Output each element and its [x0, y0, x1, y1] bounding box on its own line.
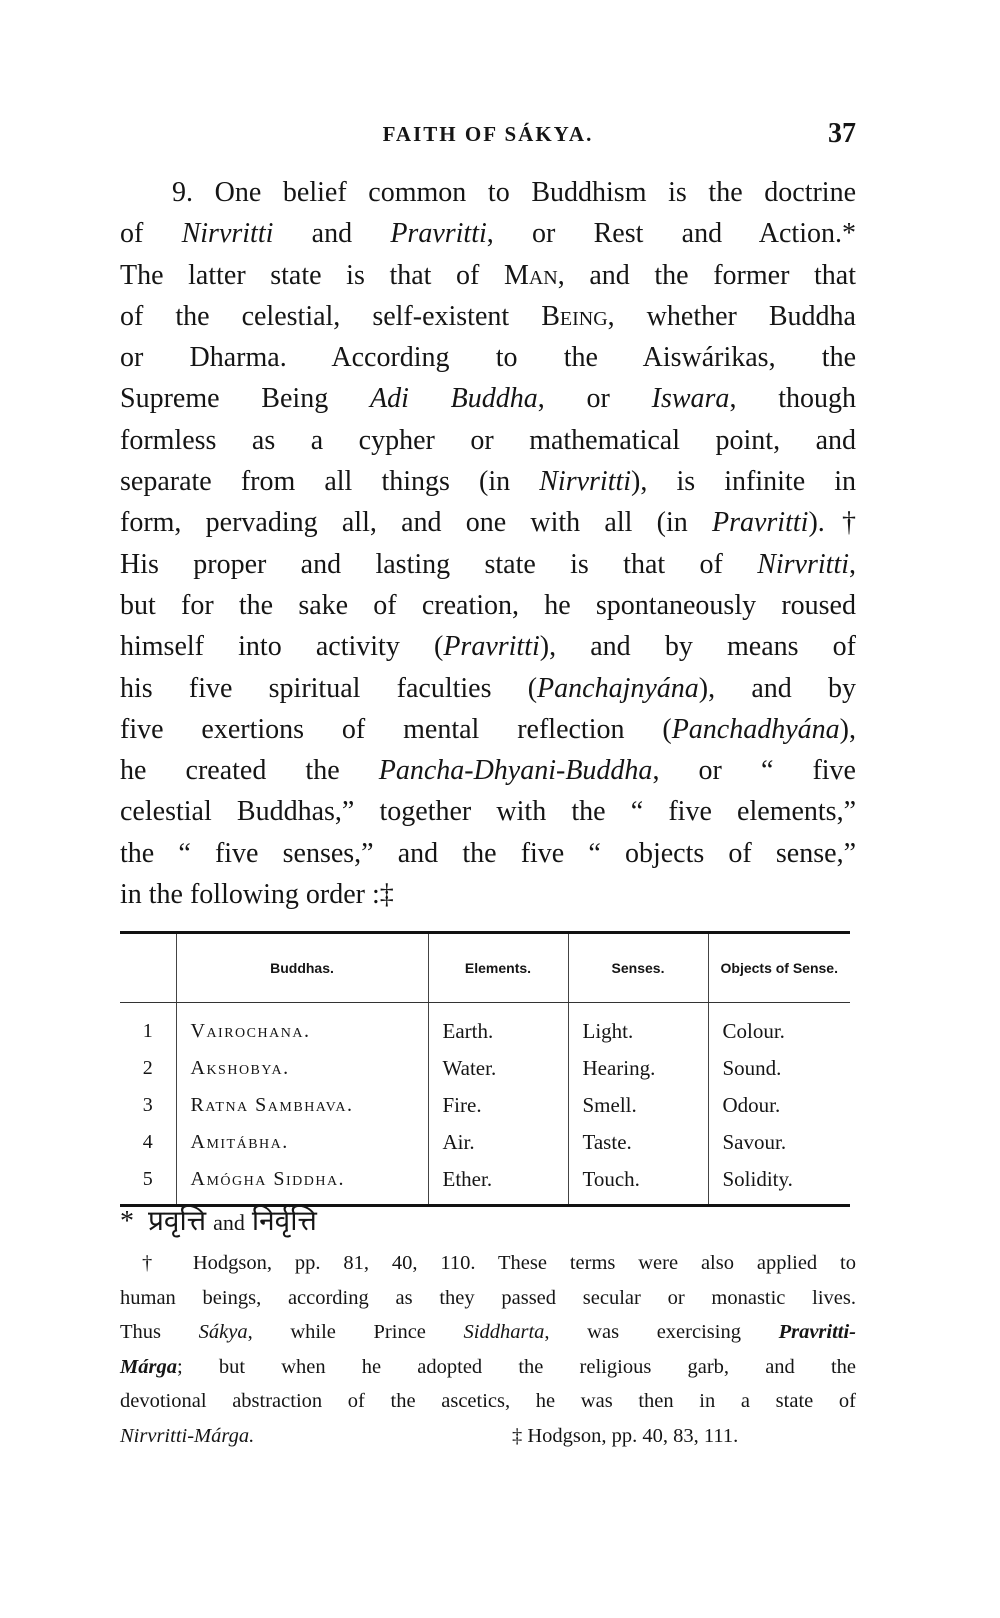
text-run: form, pervading all, and one with all (in — [120, 507, 712, 539]
footnote-line — [120, 1281, 856, 1316]
text-run: , and the former that — [557, 259, 856, 291]
header-elements: Elements. — [428, 933, 568, 1003]
header-senses: Senses. — [568, 933, 708, 1003]
text-line — [120, 213, 856, 254]
element-cell: Earth. — [428, 1003, 568, 1051]
text-line — [120, 709, 856, 750]
bold-italic-term: Márga — [120, 1355, 177, 1378]
text-run: devotional abstraction of the ascetics, he was then in a state of — [120, 1390, 856, 1413]
row-number: 3 — [142, 1094, 153, 1116]
footnote-last-line — [120, 1419, 856, 1454]
text-run: ), — [839, 713, 856, 745]
text-line — [120, 750, 856, 791]
text-line — [120, 668, 856, 709]
italic-term: Pancha-Dhyani-Buddha — [378, 755, 653, 787]
small-caps-term: Being — [541, 300, 608, 332]
text-line — [120, 626, 856, 667]
row-number: 4 — [142, 1131, 153, 1153]
text-run: Thus — [120, 1321, 199, 1344]
footnote-dagger — [120, 1246, 856, 1419]
element-cell: Water. — [428, 1050, 568, 1087]
text-run: , though — [729, 383, 856, 415]
text-line — [120, 502, 856, 543]
object-cell: Odour. — [708, 1087, 850, 1124]
text-run: ), and by — [698, 672, 856, 704]
text-run: His proper and lasting state is that of — [120, 548, 758, 580]
object-cell: Savour. — [708, 1124, 850, 1161]
italic-term: Panchadhyána — [671, 713, 840, 745]
main-paragraph — [120, 172, 856, 915]
text-run: formless as a cypher or mathematical point, and — [120, 424, 856, 456]
correspondence-table — [120, 931, 850, 1207]
text-run: ), and by means of — [539, 631, 856, 663]
footnote-and: and — [213, 1210, 245, 1235]
text-run: himself into activity ( — [120, 631, 444, 663]
text-run: ).† — [808, 507, 856, 539]
italic-term: Iswara — [651, 383, 730, 415]
text-run: the “ five senses,” and the five “ objects of sense,” — [120, 837, 856, 869]
page-number: 37 — [828, 118, 856, 149]
footnote-line — [120, 1350, 856, 1385]
sense-cell: Hearing. — [568, 1050, 708, 1087]
footnote-line — [120, 1315, 856, 1350]
text-run: , or Rest and Action.* — [486, 218, 856, 250]
text-run: celestial Buddhas,” together with the “ five elements,” — [120, 796, 856, 828]
footnotes — [120, 1202, 856, 1454]
text-line — [120, 420, 856, 461]
buddha-name: Ratna Sambhava. — [176, 1087, 428, 1124]
italic-term: Panchajnyána — [537, 672, 699, 704]
running-header — [120, 118, 856, 148]
italic-term: Nirvritti — [181, 218, 274, 250]
buddha-name: Vairochana. — [176, 1003, 428, 1051]
table-row — [120, 1161, 850, 1206]
text-run: or Dharma. According to the Aiswárikas, the — [120, 342, 856, 374]
footnote-line — [120, 1246, 856, 1281]
nirvritti-marga: Nirvritti-Márga. — [120, 1424, 255, 1447]
row-number: 1 — [142, 1020, 153, 1042]
small-caps-term: Man — [503, 259, 558, 291]
bold-italic-term: Pravritti- — [778, 1321, 857, 1344]
row-number: 5 — [120, 1161, 176, 1206]
text-run: ), is infinite in — [631, 466, 857, 498]
footnote-star — [120, 1202, 856, 1246]
object-cell: Sound. — [708, 1050, 850, 1087]
element-cell: Ether. — [428, 1161, 568, 1206]
text-line — [120, 791, 856, 832]
italic-term: Sákya — [198, 1321, 248, 1344]
running-title: FAITH OF SÁKYA. — [382, 122, 594, 146]
italic-term: Nirvritti — [757, 548, 849, 580]
table-row — [120, 1124, 850, 1161]
italic-term: Siddharta — [463, 1321, 545, 1344]
text-run: † Hodgson, pp. 81, 40, 110. These terms were also applied to — [142, 1252, 856, 1274]
italic-term: Pravritti — [443, 631, 540, 663]
italic-term: Pravritti — [390, 218, 487, 250]
sense-cell: Touch. — [568, 1161, 708, 1206]
text-line — [120, 296, 856, 337]
text-line — [120, 378, 856, 419]
italic-term: Adi Buddha — [369, 383, 538, 415]
italic-term: Nirvritti — [539, 466, 632, 498]
object-cell: Solidity. — [708, 1161, 850, 1206]
text-line — [120, 337, 856, 378]
sense-cell: Taste. — [568, 1124, 708, 1161]
text-run: but for the sake of creation, he spontaneously roused — [120, 589, 856, 621]
header-objects: Objects of Sense. — [708, 933, 850, 1003]
sense-cell: Smell. — [568, 1087, 708, 1124]
footnote-star-mark: * — [120, 1206, 134, 1237]
sense-cell: Light. — [568, 1003, 708, 1051]
header-index — [120, 933, 176, 1003]
text-run: , or “ five — [652, 755, 856, 787]
sanskrit-nirvritti: निर्वृत्ति — [251, 1206, 317, 1237]
text-run: , was exercising — [544, 1321, 779, 1344]
object-cell: Colour. — [708, 1003, 850, 1051]
text-line — [120, 585, 856, 626]
text-line — [120, 833, 856, 874]
text-run: of the celestial, self-existent — [120, 300, 542, 332]
text-line — [120, 255, 856, 296]
element-cell: Fire. — [428, 1087, 568, 1124]
text-run: and — [273, 218, 391, 250]
text-run: in the following order :‡ — [120, 879, 394, 911]
text-run: , or — [537, 383, 652, 415]
text-line — [120, 874, 856, 915]
italic-term: Pravritti — [711, 507, 809, 539]
text-run: separate from all things (in — [120, 466, 540, 498]
text-run: 9. One belief common to Buddhism is the doctrine — [172, 177, 856, 208]
element-cell: Air. — [428, 1124, 568, 1161]
buddha-name: Amitábha. — [176, 1124, 428, 1161]
footnote-line — [120, 1384, 856, 1419]
text-run: , while Prince — [247, 1321, 464, 1344]
text-run: of — [120, 218, 182, 250]
text-run: , whether Buddha — [607, 300, 856, 332]
text-run: , — [849, 548, 856, 580]
buddha-name: Amógha Siddha. — [176, 1161, 428, 1206]
table-row — [120, 1003, 850, 1051]
table-row — [120, 1050, 850, 1087]
text-line — [120, 172, 856, 213]
text-run: he created the — [120, 755, 379, 787]
text-run: ; but when he adopted the religious garb, and the — [176, 1355, 856, 1378]
text-run: five exertions of mental reflection ( — [120, 713, 672, 745]
text-run: The latter state is that of — [120, 259, 504, 291]
text-line — [120, 544, 856, 585]
table-header-row — [120, 933, 850, 1003]
text-run: Supreme Being — [120, 383, 370, 415]
text-line — [120, 461, 856, 502]
footnote-double-dagger: ‡ Hodgson, pp. 40, 83, 111. — [512, 1424, 739, 1447]
buddha-name: Akshobya. — [176, 1050, 428, 1087]
header-buddhas: Buddhas. — [176, 933, 428, 1003]
table-row — [120, 1087, 850, 1124]
text-run: human beings, according as they passed secular or monastic lives. — [120, 1286, 856, 1309]
sanskrit-pravritti: प्रवृत्ति — [148, 1206, 207, 1237]
row-number: 2 — [142, 1057, 153, 1079]
text-run: his five spiritual faculties ( — [120, 672, 538, 704]
